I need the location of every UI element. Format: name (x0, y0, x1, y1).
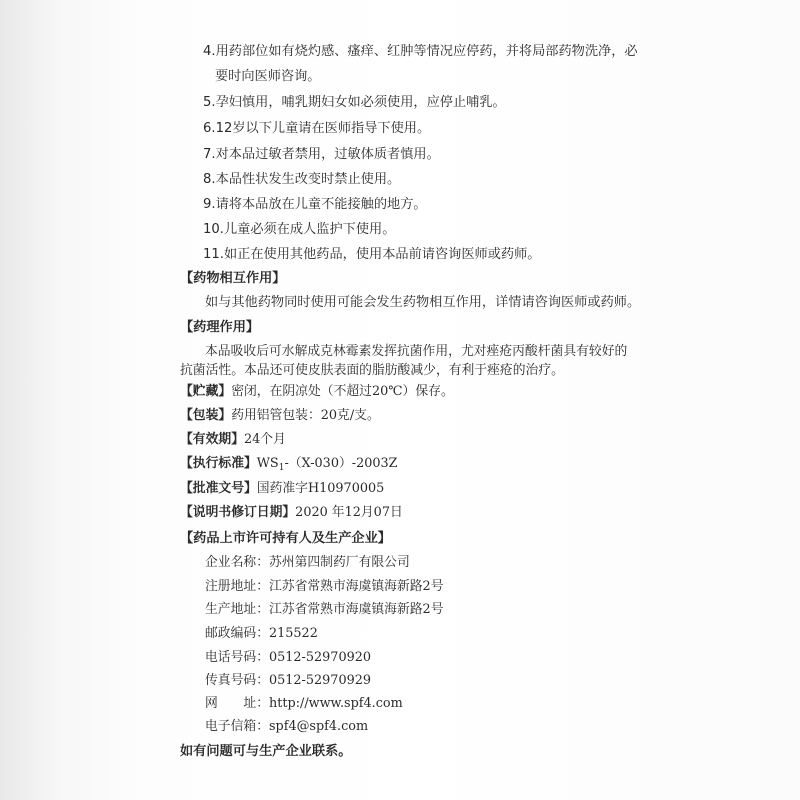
holder-label: 网 址： (205, 696, 269, 711)
approval-heading: 【批准文号】 (180, 481, 257, 496)
holder-label: 企业名称： (205, 555, 269, 570)
holder-label: 电话号码： (205, 650, 269, 665)
standard-suffix: -（X-030）-2003Z (284, 456, 398, 471)
holder-label: 生产地址： (205, 602, 269, 617)
holder-heading: 【药品上市许可持有人及生产企业】 (180, 531, 391, 546)
precaution-4-line2: 要时向医师咨询。 (215, 69, 321, 84)
validity-text: 24个月 (243, 432, 286, 447)
holder-row-email (205, 715, 368, 739)
precaution-9: 9.请将本品放在儿童不能接触的地方。 (203, 197, 427, 212)
holder-row-production-address (205, 598, 444, 622)
holder-row-phone (205, 646, 371, 670)
holder-value: spf4@spf4.com (268, 719, 369, 734)
revision-text: 2020 年12月07日 (295, 505, 403, 520)
holder-row-website (205, 692, 403, 716)
holder-value: 江苏省常熟市海虞镇海新路2号 (268, 602, 444, 617)
holder-label: 电子信箱： (205, 719, 269, 734)
holder-label: 邮政编码： (205, 626, 269, 641)
validity-row (180, 428, 286, 452)
interactions-text: 如与其他药物同时使用可能会发生药物相互作用，详情请咨询医师或药师。 (205, 295, 641, 310)
standard-subscript: 1 (278, 463, 285, 473)
packaging-row (180, 404, 380, 428)
holder-row-postcode (205, 622, 318, 646)
holder-value: http://www.spf4.com (268, 696, 403, 711)
precaution-11: 11.如正在使用其他药品，使用本品前请咨询医师或药师。 (203, 247, 541, 262)
precaution-7: 7.对本品过敏者禁用，过敏体质者慎用。 (203, 147, 440, 162)
holder-value: 215522 (268, 626, 318, 641)
precaution-5: 5.孕妇慎用，哺乳期妇女如必须使用，应停止哺乳。 (203, 95, 506, 110)
precaution-4-line1: 4.用药部位如有烧灼感、瘙痒、红肿等情况应停药，并将局部药物洗净，必 (203, 44, 638, 59)
storage-row (180, 380, 454, 404)
packaging-text: 药用铝管包装：20克/支。 (231, 408, 380, 423)
pharmacology-line1: 本品吸收后可水解成克林霉素发挥抗菌作用，尤对痤疮丙酸杆菌具有较好的 (205, 344, 628, 359)
holder-label: 传真号码： (205, 673, 269, 688)
pharmacology-heading: 【药理作用】 (180, 320, 260, 335)
revision-row (180, 501, 403, 525)
approval-text: 国药准字H10970005 (256, 481, 385, 496)
holder-row-fax (205, 669, 371, 693)
standard-heading: 【执行标准】 (180, 456, 257, 471)
precaution-8: 8.本品性状发生改变时禁止使用。 (203, 172, 401, 187)
contact-footer: 如有问题可与生产企业联系。 (180, 744, 352, 759)
standard-row (180, 452, 398, 480)
holder-value: 苏州第四制药厂有限公司 (268, 555, 410, 570)
standard-prefix: WS (256, 456, 279, 471)
precaution-6: 6.12岁以下儿童请在医师指导下使用。 (203, 121, 431, 136)
holder-value: 0512-52970920 (268, 650, 372, 665)
holder-value: 江苏省常熟市海虞镇海新路2号 (268, 579, 444, 594)
interactions-heading: 【药物相互作用】 (180, 271, 286, 286)
packaging-heading: 【包装】 (180, 408, 232, 423)
storage-text: 密闭，在阴凉处（不超过20℃）保存。 (231, 384, 454, 399)
storage-heading: 【贮藏】 (180, 384, 232, 399)
pharmacology-line2: 抗菌活性。本品还可使皮肤表面的脂肪酸减少，有利于痤疮的治疗。 (180, 363, 564, 378)
validity-heading: 【有效期】 (180, 432, 244, 447)
holder-row-registered-address (205, 575, 444, 599)
precaution-10: 10.儿童必须在成人监护下使用。 (203, 222, 396, 237)
revision-heading: 【说明书修订日期】 (180, 505, 296, 520)
holder-row-company (205, 551, 410, 575)
holder-value: 0512-52970929 (268, 673, 372, 688)
holder-label: 注册地址： (205, 579, 269, 594)
approval-row (180, 477, 384, 501)
